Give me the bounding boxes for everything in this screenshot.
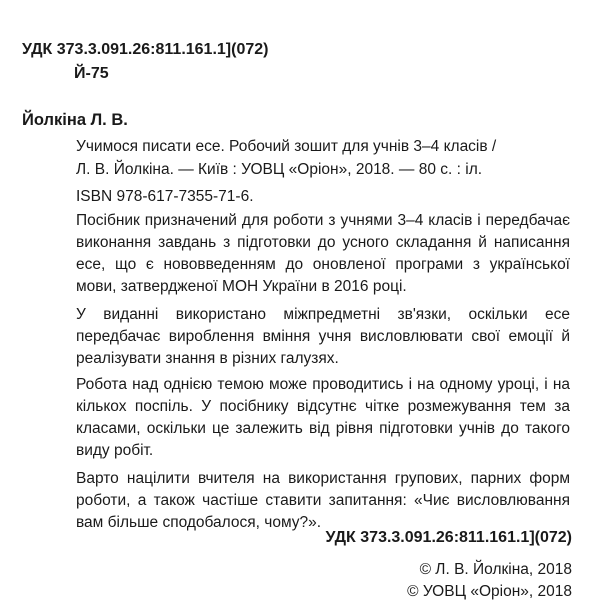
- isbn: ISBN 978-617-7355-71-6.: [76, 188, 254, 205]
- title-line-2: Л. В. Йолкіна. — Київ : УОВЦ «Оріон», 2018. — 80 с. : іл.: [76, 161, 483, 178]
- author-heading: Йолкіна Л. В.: [22, 111, 128, 129]
- copyright-author: © Л. В. Йолкіна, 2018: [419, 561, 572, 578]
- abstract-paragraph-2: У виданні використано міжпредметні зв'язки, оскільки есе передбачає вироблення вміння учня висловлювати свої емоції й реалізувати знання в різних галузях.: [76, 306, 570, 367]
- udk-code-top: УДК 373.3.091.26:811.161.1](072): [22, 41, 269, 58]
- udk-code-bottom: УДК 373.3.091.26:811.161.1](072): [325, 529, 572, 546]
- cutter-mark: Й-75: [74, 65, 109, 82]
- abstract-paragraph-4: Варто націлити вчителя на використання групових, парних форм роботи, а також частіше ставити запитання: «Чиє висловлювання вам більше сподобалося, чому?».: [76, 470, 570, 531]
- copyright-publisher: © УОВЦ «Оріон», 2018: [407, 583, 572, 600]
- title-line-1: Учимося писати есе. Робочий зошит для учнів 3–4 класів /: [76, 138, 497, 155]
- abstract-paragraph-3: Робота над однією темою може проводитись і на одному уроці, і на кількох поспіль. У посібнику відсутнє чітке розмежування тем за класами, оскільки це залежить від рівня підготовки учнів до такого виду робіт.: [76, 376, 570, 459]
- abstract-paragraph-1: Посібник призначений для роботи з учнями 3–4 класів і передбачає виконання завдань з підготовки до усного складання й написання есе, що є нововведенням до оновленої програми з української мови, затвердженої МОН України в 2016 році.: [76, 212, 570, 295]
